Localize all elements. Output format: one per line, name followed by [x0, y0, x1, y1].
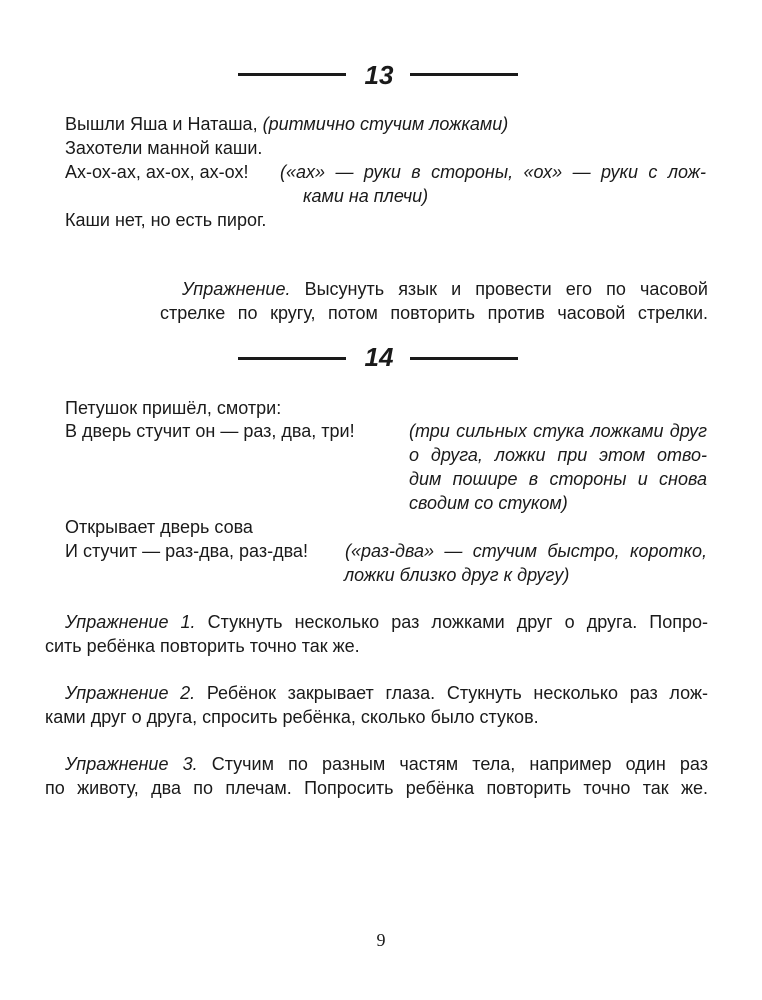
page-number: 9: [376, 930, 386, 950]
verse-line: Петушок пришёл, смотри:: [65, 398, 282, 418]
exercise-line: ками друг о друга, спросить ребёнка, сколько было стуков.: [45, 707, 539, 727]
verse-line: В дверь стучит он — раз, два, три!: [65, 421, 355, 441]
section-13-number: 13: [364, 60, 394, 90]
section-14-heading: [0, 340, 762, 374]
section-14-number: 14: [364, 342, 394, 372]
exercise-line: [65, 610, 708, 634]
stage-direction: («раз-два» — стучим быстро, коротко,: [345, 541, 707, 561]
heading-rule-right: [410, 73, 518, 76]
exercise-label: Упражнение 3.: [65, 754, 198, 774]
exercise-label: Упражнение 2.: [65, 683, 196, 703]
exercise-text: Высунуть язык и провести его по часовой: [304, 279, 708, 299]
exercise-line: сить ребёнка повторить точно так же.: [45, 636, 360, 656]
heading-rule-left: [238, 357, 346, 360]
exercise-text: Стучим по разным частям тела, например один раз: [211, 754, 708, 774]
exercise-label: Упражнение.: [182, 279, 291, 299]
stage-direction: ками на плечи): [303, 186, 429, 206]
heading-rule-right: [410, 357, 518, 360]
verse-text: Вышли Яша и Наташа,: [65, 114, 258, 134]
heading-rule-left: [238, 73, 346, 76]
verse-line: Открывает дверь сова: [65, 517, 253, 537]
verse-line: Захотели манной каши.: [65, 138, 263, 158]
exercise-line: стрелке по кругу, потом повторить против часовой стрелки.: [160, 303, 708, 323]
stage-direction: (три сильных стука ложками друг: [409, 421, 707, 441]
exercise-line: [65, 681, 708, 705]
verse-line: Ах-ох-ах, ах-ох, ах-ох!: [65, 162, 249, 182]
stage-direction: ложки близко друг к другу): [344, 565, 570, 585]
verse-line: [65, 112, 508, 136]
exercise-text: Стукнуть несколько раз ложками друг о друга. Попро-: [207, 612, 709, 632]
stage-direction: о друга, ложки при этом отво-: [409, 445, 707, 465]
verse-line: И стучит — раз-два, раз-два!: [65, 541, 308, 561]
exercise-line: [65, 752, 708, 776]
stage-direction: («ах» — руки в стороны, «ох» — руки с лож-: [280, 162, 706, 182]
exercise-line: [182, 277, 708, 301]
section-13-heading: [0, 58, 762, 92]
stage-direction: сводим со стуком): [409, 493, 568, 513]
exercise-line: по животу, два по плечам. Попросить ребёнка повторить точно так же.: [45, 778, 708, 798]
stage-direction: дим пошире в стороны и снова: [409, 469, 707, 489]
exercise-text: Ребёнок закрывает глаза. Стукнуть несколько раз лож-: [206, 683, 708, 703]
stage-direction: (ритмично стучим ложками): [262, 114, 509, 134]
exercise-label: Упражнение 1.: [65, 612, 196, 632]
verse-line: Каши нет, но есть пирог.: [65, 210, 267, 230]
